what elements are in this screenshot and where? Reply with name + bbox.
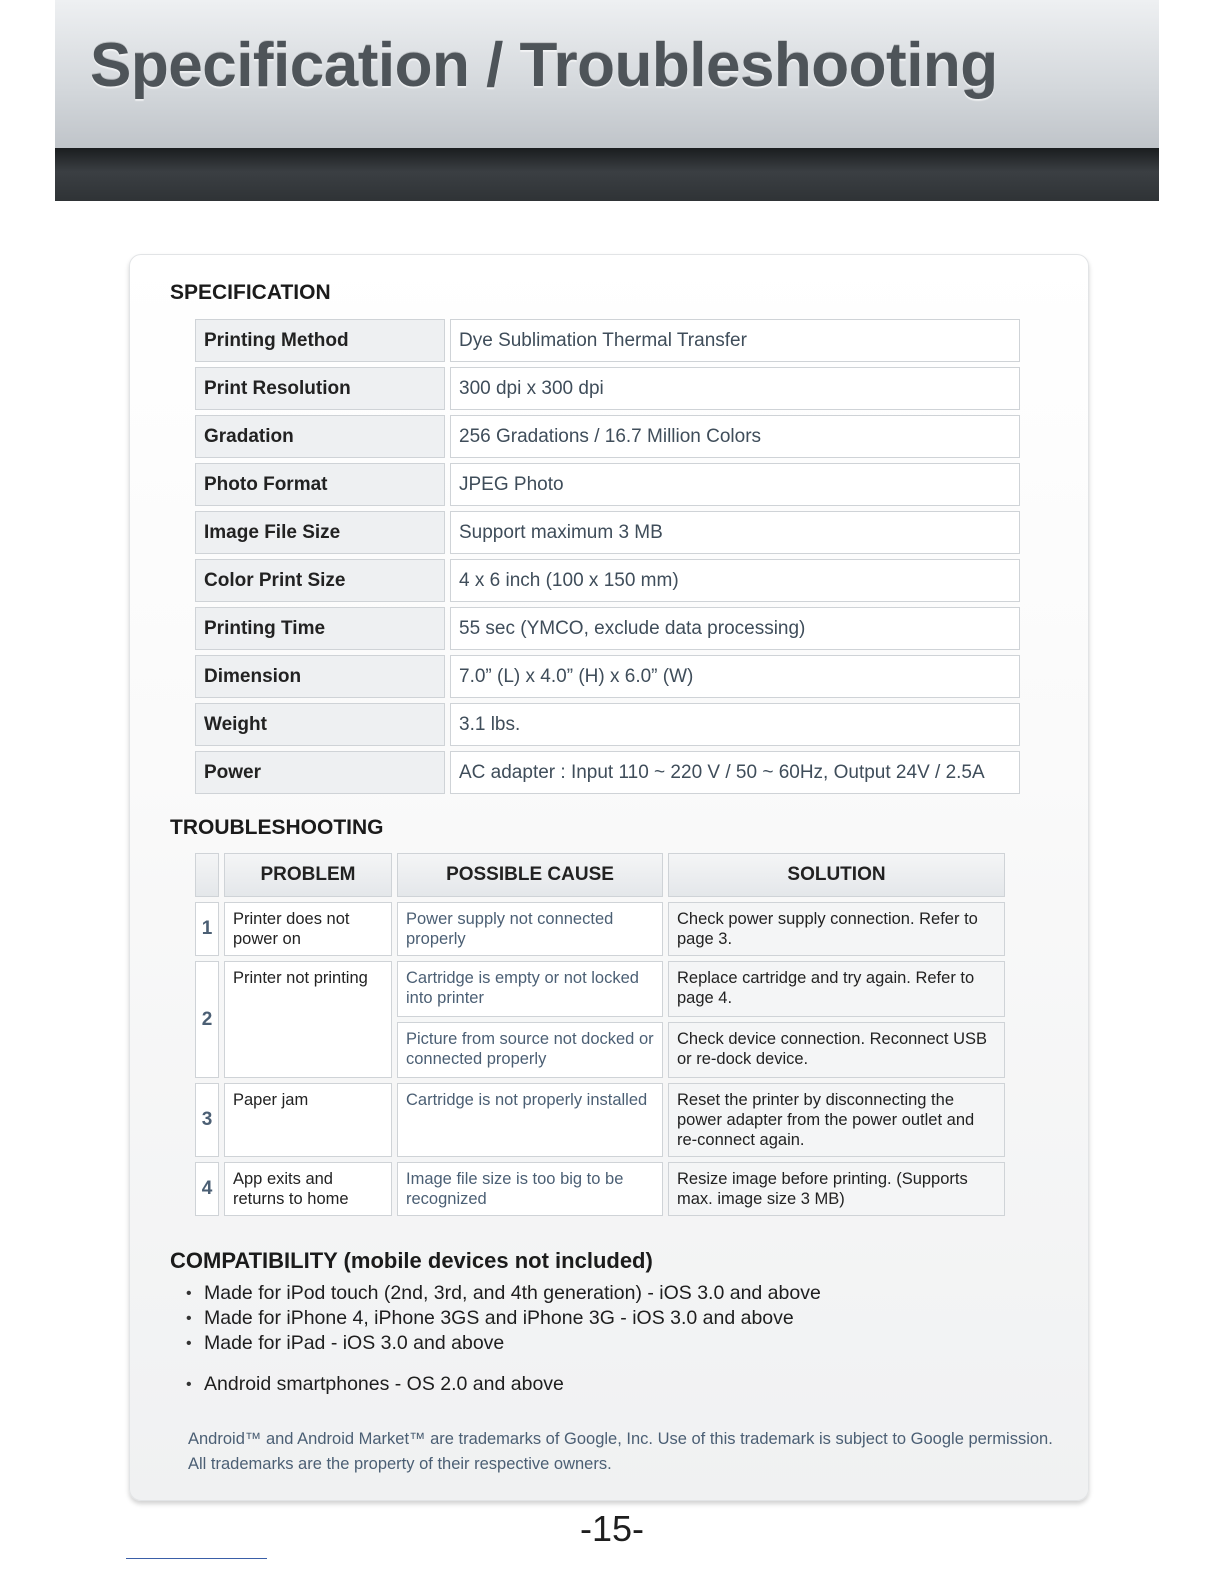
specification-table (190, 314, 1025, 799)
solution-cell: Resize image before printing. (Supports max. image size 3 MB) (668, 1162, 1005, 1216)
banner-stripe (55, 148, 1159, 201)
row-number: 4 (195, 1162, 219, 1216)
spec-value: 55 sec (YMCO, exclude data processing) (450, 607, 1020, 650)
row-number: 2 (195, 961, 219, 1078)
list-item: • Made for iPhone 4, iPhone 3GS and iPhone 3G - iOS 3.0 and above (186, 1306, 821, 1331)
spec-label: Printing Time (195, 607, 445, 650)
spec-value: Support maximum 3 MB (450, 511, 1020, 554)
spec-value: 4 x 6 inch (100 x 150 mm) (450, 559, 1020, 602)
compatibility-heading: COMPATIBILITY (mobile devices not included) (170, 1248, 653, 1273)
solution-cell: Check device connection. Reconnect USB or re-dock device. (668, 1022, 1005, 1078)
spec-label: Weight (195, 703, 445, 746)
spec-value: AC adapter : Input 110 ~ 220 V / 50 ~ 60Hz, Output 24V / 2.5A (450, 751, 1020, 794)
solution-cell: Replace cartridge and try again. Refer to page 4. (668, 961, 1005, 1017)
table-row (195, 511, 1020, 554)
row-number: 3 (195, 1083, 219, 1157)
content-card (129, 254, 1089, 1501)
table-row (195, 463, 1020, 506)
table-row (195, 1162, 1005, 1216)
cause-cell: Cartridge is not properly installed (397, 1083, 663, 1157)
table-row (195, 655, 1020, 698)
number-column-header (195, 853, 219, 897)
table-header-row (195, 853, 1005, 897)
spec-value: Dye Sublimation Thermal Transfer (450, 319, 1020, 362)
cause-cell: Cartridge is empty or not locked into printer (397, 961, 663, 1017)
table-row (195, 415, 1020, 458)
spec-label: Dimension (195, 655, 445, 698)
footer-rule (126, 1558, 267, 1559)
cause-cell: Picture from source not docked or connected properly (397, 1022, 663, 1078)
spec-value: 300 dpi x 300 dpi (450, 367, 1020, 410)
table-row (195, 1083, 1005, 1157)
table-row (195, 751, 1020, 794)
solution-cell: Check power supply connection. Refer to page 3. (668, 902, 1005, 956)
trademark-note-line: Android™ and Android Market™ are trademarks of Google, Inc. Use of this trademark is subject to Google permission. (188, 1430, 1053, 1448)
cause-cell: Power supply not connected properly (397, 902, 663, 956)
problem-cell: Paper jam (224, 1083, 392, 1157)
spec-label: Gradation (195, 415, 445, 458)
table-row (195, 703, 1020, 746)
specification-heading: SPECIFICATION (170, 281, 331, 304)
table-row (195, 961, 1005, 1017)
table-row (195, 607, 1020, 650)
spec-value: 3.1 lbs. (450, 703, 1020, 746)
list-item: • Made for iPod touch (2nd, 3rd, and 4th generation) - iOS 3.0 and above (186, 1281, 821, 1306)
spec-label: Print Resolution (195, 367, 445, 410)
solution-cell: Reset the printer by disconnecting the power adapter from the power outlet and re-connect again. (668, 1083, 1005, 1157)
spec-label: Power (195, 751, 445, 794)
problem-column-header: PROBLEM (224, 853, 392, 897)
compatibility-list (186, 1281, 821, 1397)
cause-cell: Image file size is too big to be recognized (397, 1162, 663, 1216)
problem-cell: Printer not printing (224, 961, 392, 1078)
cause-column-header: POSSIBLE CAUSE (397, 853, 663, 897)
table-row (195, 559, 1020, 602)
trademark-note (188, 1427, 1068, 1477)
spec-value: JPEG Photo (450, 463, 1020, 506)
problem-cell: Printer does not power on (224, 902, 392, 956)
list-item: • Android smartphones - OS 2.0 and above (186, 1372, 821, 1397)
troubleshooting-heading: TROUBLESHOOTING (170, 816, 384, 839)
spec-label: Photo Format (195, 463, 445, 506)
table-row (195, 902, 1005, 956)
spec-value: 7.0” (L) x 4.0” (H) x 6.0” (W) (450, 655, 1020, 698)
table-row (195, 367, 1020, 410)
problem-cell: App exits and returns to home (224, 1162, 392, 1216)
list-item: • Made for iPad - iOS 3.0 and above (186, 1331, 821, 1356)
solution-column-header: SOLUTION (668, 853, 1005, 897)
page-number: -15- (579, 1508, 645, 1549)
spec-label: Printing Method (195, 319, 445, 362)
spec-value: 256 Gradations / 16.7 Million Colors (450, 415, 1020, 458)
troubleshooting-table (190, 848, 1010, 1221)
page-title: Specification / Troubleshooting (90, 31, 998, 100)
title-banner (55, 0, 1159, 201)
row-number: 1 (195, 902, 219, 956)
spec-label: Color Print Size (195, 559, 445, 602)
table-row (195, 319, 1020, 362)
trademark-note-line: All trademarks are the property of their respective owners. (188, 1455, 612, 1473)
spec-label: Image File Size (195, 511, 445, 554)
